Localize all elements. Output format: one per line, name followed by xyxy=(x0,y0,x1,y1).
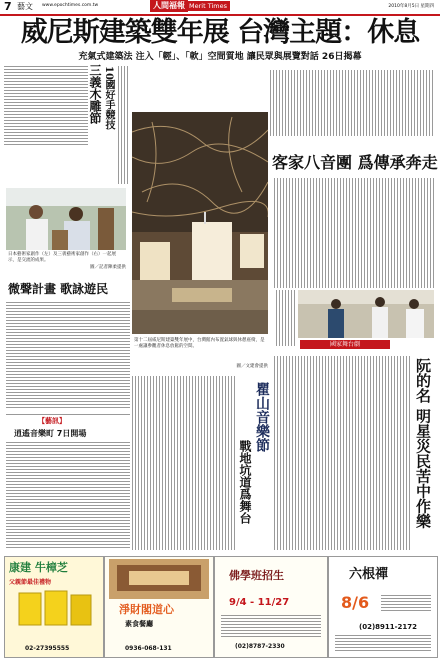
music-article-text xyxy=(6,302,130,410)
section-name: 藝文 xyxy=(17,2,33,11)
ad1-phone: 02-27395555 xyxy=(25,645,70,652)
ad3-title: 佛學班招生 xyxy=(229,569,284,582)
woodcarving-photo xyxy=(6,188,126,250)
ad-vegetarian[interactable] xyxy=(104,556,214,658)
main-photo-art xyxy=(132,112,268,334)
ad-liugen-chan[interactable] xyxy=(328,556,438,658)
ad3-dates: 9/4 - 11/27 xyxy=(229,597,290,608)
ad2-sub: 素食餐廳 xyxy=(125,620,153,628)
stage-label: 國家舞台劇 xyxy=(300,340,390,349)
main-headline: 威尼斯建築雙年展 台灣主題：休息 xyxy=(20,17,420,48)
left-subhead: 10國好手競技 xyxy=(103,66,114,130)
ad1-title: 康建 牛樟芝 xyxy=(9,561,68,574)
star-headline: 阮的名 明星災民苦中作樂 xyxy=(414,358,432,529)
brief-divider xyxy=(6,414,130,415)
left-article-text-2 xyxy=(118,66,128,184)
brief-tag: 【藝訊】 xyxy=(38,417,66,425)
newspaper-logo: 人間福報 xyxy=(150,0,188,12)
ad3-phone: (02)8787-2330 xyxy=(235,643,285,650)
woodcarving-photo-art xyxy=(6,188,126,250)
main-photo-caption: 第十二屆威尼斯建築雙年展中，台灣館內布置氣球與休憩座椅，是一處讓參觀者休息放鬆的空間。 xyxy=(134,338,265,349)
festival-headline: 瞿山音樂節 xyxy=(254,382,270,452)
festival-article-text xyxy=(132,376,236,550)
ad2-title: 淨財閣道心 xyxy=(119,603,174,616)
main-article-text xyxy=(270,70,434,136)
issue-date: 2010年8月5日 星期四 xyxy=(388,4,434,9)
left-photo-caption: 日本藝術家創作（左）及三義藝術家創作（右）一起展示，是交流的成果。 xyxy=(8,252,116,263)
ad4-text xyxy=(381,595,431,611)
main-photo xyxy=(132,112,268,334)
site-url[interactable]: www.epochtimes.com.tw xyxy=(42,3,99,8)
ad4-phone: (02)8911-2172 xyxy=(359,623,418,631)
hakka-headline: 客家八音團 爲傳承奔走 xyxy=(272,153,438,172)
ad-buddhist-class[interactable] xyxy=(214,556,328,658)
ad4-text-2 xyxy=(335,635,431,651)
hakka-photo-art xyxy=(298,290,434,338)
ad4-date: 8/6 xyxy=(341,593,370,612)
main-subhead: 充氣式建築法 注入「輕」、「軟」空間質地 讓民眾與展覽對話 26日揭幕 xyxy=(78,52,362,62)
hakka-caption-col xyxy=(276,290,296,346)
ad-niuzhang[interactable] xyxy=(4,556,104,658)
ad3-text xyxy=(221,615,321,637)
main-photo-credit: 圖／文建會提供 xyxy=(236,364,268,369)
brief-title: 逍遙音樂町 7日開場 xyxy=(14,429,87,438)
ad2-phone: 0936-068-131 xyxy=(125,645,172,652)
left-headline: 三義木雕節 xyxy=(88,64,102,124)
hakka-photo xyxy=(298,290,434,338)
hakka-article-text xyxy=(274,178,434,288)
newspaper-logo-en: Merit Times xyxy=(186,1,230,11)
brief-text xyxy=(6,442,130,548)
ad1-product-image xyxy=(15,587,95,627)
ad4-title: 六根禪 xyxy=(349,567,389,582)
left-article-text xyxy=(4,66,88,146)
music-headline: 微聲計畫 歌詠遊民 xyxy=(8,282,109,296)
page-number: 7 xyxy=(4,0,12,13)
ad2-photo xyxy=(109,559,209,599)
left-photo-credit: 圖／記者陳柔提供 xyxy=(90,265,126,270)
festival-subhead: 戰地坑道爲舞台 xyxy=(238,440,252,524)
star-article-text xyxy=(274,356,410,550)
ad1-sub: 父親節最佳禮物 xyxy=(9,579,52,586)
